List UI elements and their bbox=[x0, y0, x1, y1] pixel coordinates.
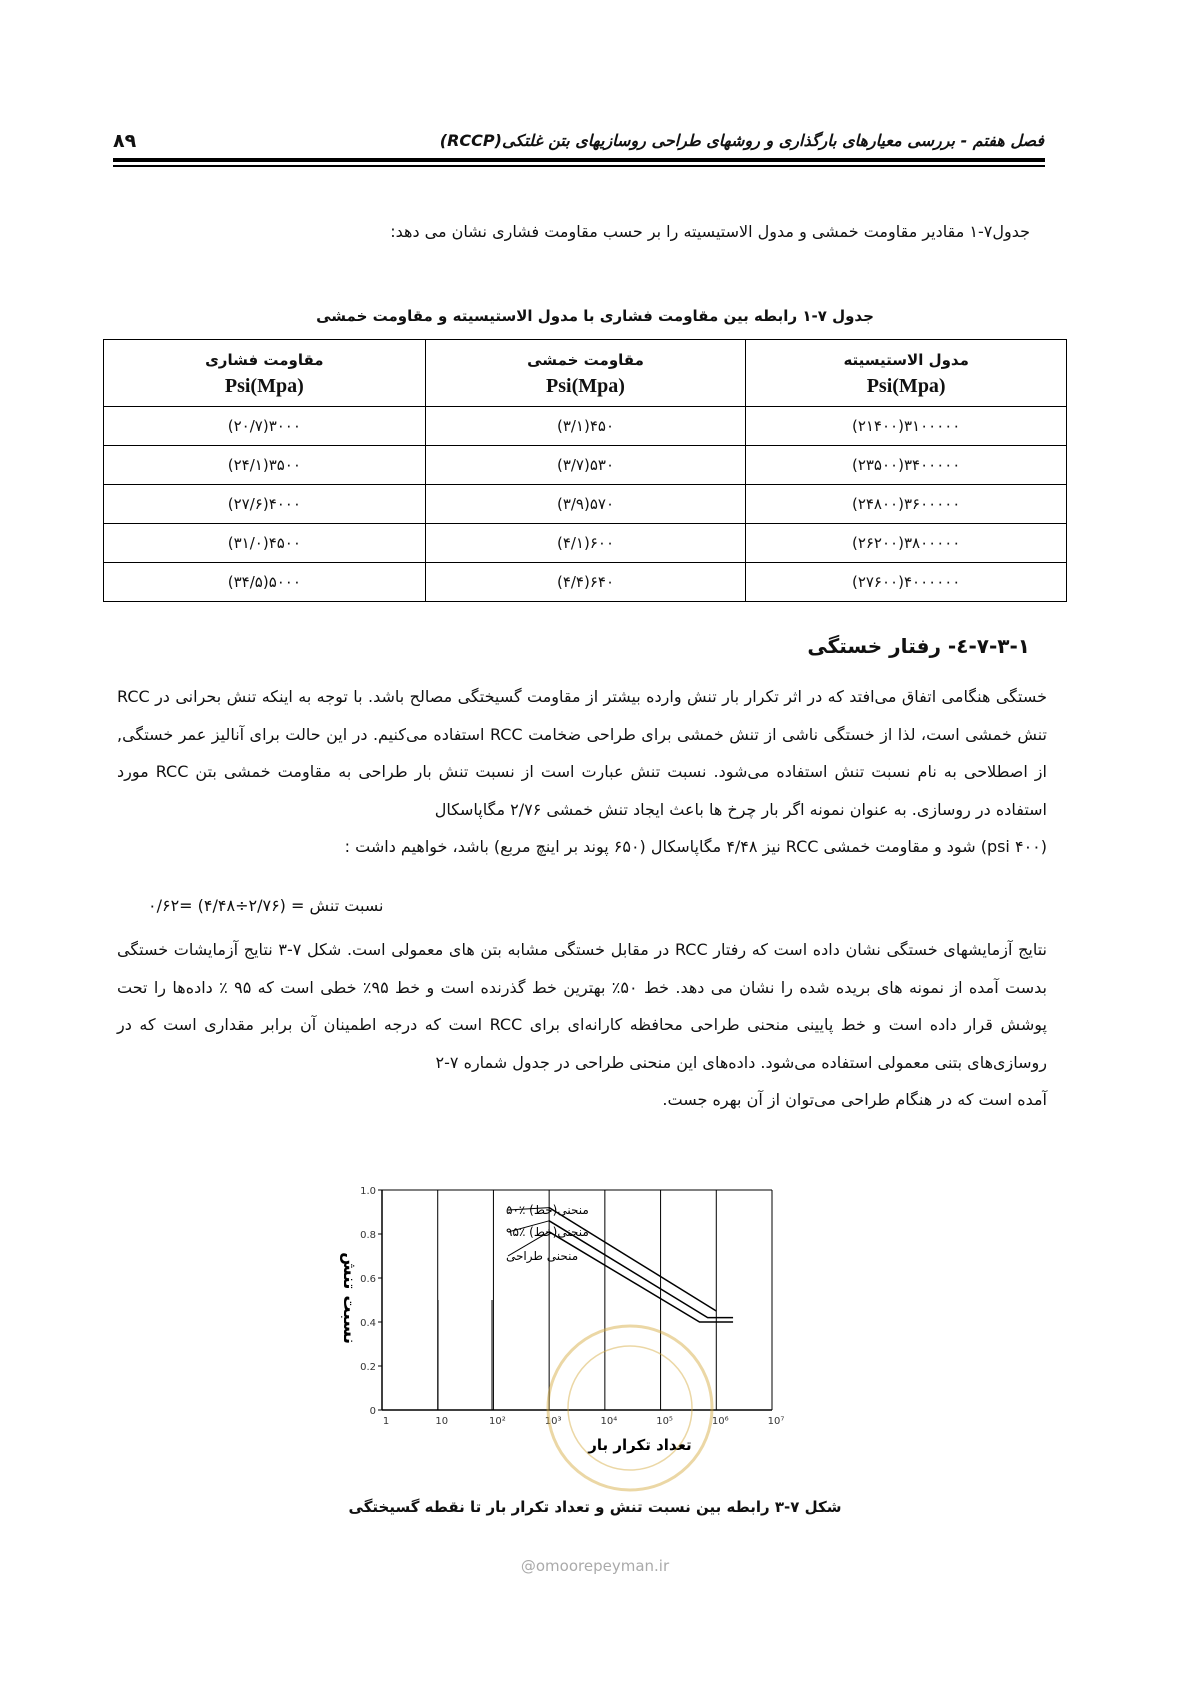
table-header-cell: مدول الاستیسیته Psi(Mpa) bbox=[746, 340, 1067, 407]
table-header-cell: مقاومت خمشی Psi(Mpa) bbox=[425, 340, 746, 407]
table-cell: ۵۷۰(۳/۹) bbox=[425, 485, 746, 524]
y-tick-label: 0.4 bbox=[360, 1318, 376, 1329]
header-rule-thin bbox=[113, 165, 1045, 167]
table-cell: ۳۰۰۰(۲۰/۷) bbox=[104, 407, 426, 446]
chart-legend bbox=[506, 1203, 589, 1264]
data-table bbox=[103, 339, 1067, 602]
x-tick-label: 1 bbox=[382, 1416, 390, 1427]
table-cell: ۳۱۰۰۰۰۰(۲۱۴۰۰) bbox=[746, 407, 1067, 446]
table-cell: ۴۵۰۰(۳۱/۰) bbox=[104, 524, 426, 563]
figure-caption: شکل ۷-۳ رابطه بین نسبت تنش و تعداد تکرار بار تا نقطه گسیختگی bbox=[348, 1498, 842, 1516]
x-tick-label: 10³ bbox=[544, 1416, 562, 1427]
table-cell: ۴۵۰(۳/۱) bbox=[425, 407, 746, 446]
table-cell: ۴۰۰۰(۲۷/۶) bbox=[104, 485, 426, 524]
page-number: ۸۹ bbox=[113, 130, 137, 152]
x-tick-label: 10² bbox=[489, 1416, 506, 1427]
table-row bbox=[104, 524, 1067, 563]
x-tick-label: 10 bbox=[435, 1416, 449, 1427]
table-cell: ۶۰۰(۴/۱) bbox=[425, 524, 746, 563]
table-caption: جدول ۷-۱ رابطه بین مقاومت فشاری با مدول الاستیسیته و مقاومت خمشی bbox=[316, 307, 874, 325]
paragraph-fatigue bbox=[117, 678, 1047, 866]
header-rule-thick bbox=[113, 158, 1045, 162]
y-tick-label: 0 bbox=[369, 1406, 376, 1417]
paragraph-line: است که ۹۵ ٪ داده‌ها را تحت پوشش قرار داده است و خط پایینی منحنی طراحی محافظه کارانه‌ای برای RCC است که درجه bbox=[117, 977, 1048, 1034]
x-tick-label: 10⁴ bbox=[600, 1416, 618, 1427]
table-row bbox=[104, 407, 1067, 446]
x-tick-label: 10⁶ bbox=[711, 1416, 729, 1427]
paragraph-line: بحرانی در RCC تنش خمشی است، لذا از خستگی ناشی از تنش خمشی برای طراحی ضخامت RCC استفاده می‌کنیم. در این bbox=[117, 687, 1048, 744]
x-tick-label: 10⁵ bbox=[656, 1416, 673, 1427]
table-cell: ۳۵۰۰(۲۴/۱) bbox=[104, 446, 426, 485]
x-tick-label: 10⁷ bbox=[767, 1416, 785, 1427]
table-row bbox=[104, 485, 1067, 524]
legend-label: منحنی طراحی bbox=[506, 1249, 579, 1263]
x-tick-labels bbox=[383, 1416, 785, 1427]
table-header-row bbox=[104, 340, 1067, 407]
paragraph-line: اطمینان آن برابر مقداری است که در روسازی‌های بتنی معمولی استفاده می‌شود. داده‌های این منحنی طراحی در جدول شماره ۷-۲ bbox=[117, 1015, 1047, 1072]
chapter-header-title: فصل هفتم - بررسی معیارهای بارگذاری و روشهای طراحی روسازیهای بتن غلتکی(RCCP) bbox=[439, 131, 1044, 150]
table-cell: ۶۴۰(۴/۴) bbox=[425, 563, 746, 602]
table-cell: ۵۳۰(۳/۷) bbox=[425, 446, 746, 485]
y-tick-label: 0.8 bbox=[360, 1230, 376, 1241]
table-cell: ۳۶۰۰۰۰۰(۲۴۸۰۰) bbox=[746, 485, 1067, 524]
y-tick-label: 1.0 bbox=[360, 1186, 376, 1197]
table-cell: ۴۰۰۰۰۰۰(۲۷۶۰۰) bbox=[746, 563, 1067, 602]
table-row bbox=[104, 446, 1067, 485]
paragraph-results bbox=[117, 931, 1047, 1119]
y-axis-label: نسبت تنش bbox=[339, 1252, 359, 1344]
y-tick-labels bbox=[360, 1186, 382, 1417]
paragraph-line: نتایج آزمایشهای خستگی نشان داده است که رفتار RCC در مقابل خستگی مشابه بتن های معمولی است. شکل ۷-۳ نتایج bbox=[243, 940, 1048, 959]
paragraph-line: آزمایشات خستگی بدست آمده از نمونه های بریده شده را نشان می دهد. خط ۵۰٪ بهترین خط گذرنده است و خط ۹۵٪ خطی bbox=[117, 940, 1048, 997]
table-header-cell: مقاومت فشاری Psi(Mpa) bbox=[104, 340, 426, 407]
stress-ratio-formula: نسبت تنش = (۲/۷۶÷۴/۴۸) =۰/۶۲ bbox=[148, 896, 384, 915]
table-cell: ۳۸۰۰۰۰۰(۲۶۲۰۰) bbox=[746, 524, 1067, 563]
paragraph-line: آمده است که در هنگام طراحی می‌توان از آن بهره جست. bbox=[662, 1090, 1047, 1109]
y-tick-label: 0.6 bbox=[360, 1274, 376, 1285]
section-title: ۷-۳-۱-٤- رفتار خستگی bbox=[807, 634, 1030, 658]
paragraph-line: خستگی هنگامی اتفاق می‌افتد که در اثر تکرار بار تنش وارده بیشتر از مقاومت گسیختگی مصالح باشد. با توجه به اینکه تنش bbox=[226, 687, 1047, 706]
intro-line: جدول۷-۱ مقادیر مقاومت خمشی و مدول الاستیسیته را بر حسب مقاومت فشاری نشان می دهد: bbox=[390, 222, 1030, 241]
table-cell: ۵۰۰۰(۳۴/۵) bbox=[104, 563, 426, 602]
paragraph-line: به مقاومت خمشی بتن RCC مورد استفاده در روسازی. به عنوان نمونه اگر بار چرخ ها باعث ایجاد تنش خمشی ۲/۷۶ مگاپاسکال bbox=[117, 762, 1047, 819]
table-cell: ۳۴۰۰۰۰۰(۲۳۵۰۰) bbox=[746, 446, 1067, 485]
table-row bbox=[104, 563, 1067, 602]
paragraph-line: (۴۰۰ psi) شود و مقاومت خمشی RCC نیز ۴/۴۸ مگاپاسکال (۶۵۰ پوند بر اینچ مربع) باشد، خواهیم داشت : bbox=[344, 837, 1047, 856]
legend-label: منحنی(خط) ٪۹۵ bbox=[506, 1225, 589, 1239]
fatigue-chart bbox=[320, 1178, 785, 1478]
watermark-text: @omoorepeyman.ir bbox=[520, 1557, 670, 1575]
x-axis-label: تعداد تکرار بار bbox=[588, 1436, 692, 1454]
watermark-seal bbox=[548, 1326, 712, 1490]
y-tick-label: 0.2 bbox=[360, 1362, 376, 1373]
legend-label: منحنی(خط) ٪۵۰ bbox=[506, 1203, 589, 1217]
paragraph-line: حالت برای آنالیز عمر خستگی, از اصطلاحی به نام نسبت تنش استفاده می‌شود. نسبت تنش عبارت است از نسبت تنش بار طراحی bbox=[117, 724, 1047, 781]
